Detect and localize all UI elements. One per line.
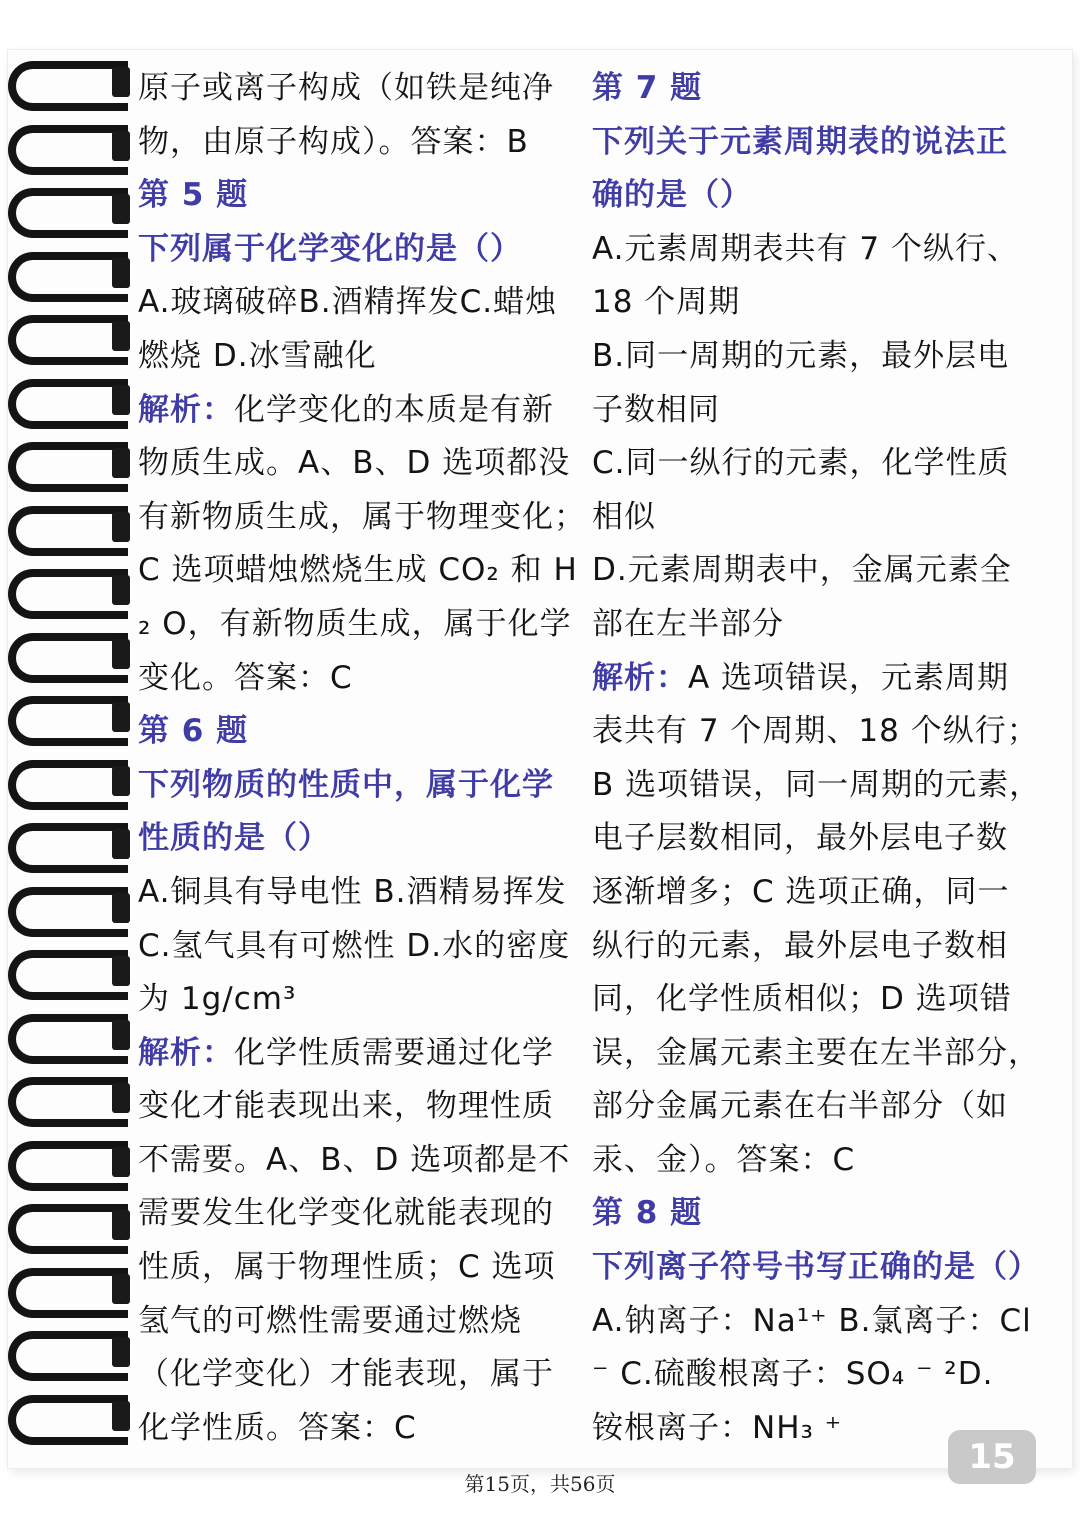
spiral-ring — [8, 309, 133, 369]
spiral-ring — [8, 1008, 133, 1068]
spiral-ring — [8, 182, 133, 242]
spiral-ring — [8, 1325, 133, 1385]
left-text-line: ₂ O，有新物质生成，属于化学 — [138, 605, 572, 642]
right-text-line: 部在左半部分 — [592, 605, 784, 642]
right-text-line: 电子层数相同，最外层电子数 — [592, 820, 1008, 857]
right-question-heading: 第 8 题 — [592, 1195, 703, 1232]
right-text-line: 部分金属元素在右半部分（如 — [592, 1088, 1008, 1125]
spiral-ring — [8, 563, 133, 623]
left-question-heading: 性质的是（） — [138, 820, 330, 857]
spiral-ring — [8, 881, 133, 941]
spiral-ring — [8, 1135, 133, 1195]
spiral-ring — [8, 1071, 133, 1131]
left-text-line: A.玻璃破碎B.酒精挥发C.蜡烛 — [138, 284, 558, 321]
left-text-line: 不需要。A、B、D 选项都是不 — [138, 1141, 571, 1178]
right-text-line: 18 个周期 — [592, 284, 741, 321]
left-analysis-line — [138, 1027, 578, 1081]
left-column — [138, 62, 586, 1455]
spiral-ring — [8, 944, 133, 1004]
left-text-line: 物，由原子构成）。答案：B — [138, 123, 529, 160]
spiral-ring — [8, 500, 133, 560]
left-text-line: 原子或离子构成（如铁是纯净 — [138, 70, 554, 106]
right-text-line: 误，金属元素主要在左半部分， — [592, 1034, 1040, 1071]
left-text-line: 性质，属于物理性质；C 选项 — [138, 1249, 556, 1286]
right-question-heading: 下列离子符号书写正确的是（） — [592, 1249, 1040, 1286]
right-analysis-line — [592, 652, 1032, 706]
spiral-ring — [8, 1389, 133, 1449]
spiral-ring — [8, 817, 133, 877]
left-text-line: 需要发生化学变化就能表现的 — [138, 1195, 554, 1232]
analysis-text: 化学性质需要通过化学 — [234, 1034, 554, 1071]
left-text-line: 氢气的可燃性需要通过燃烧 — [138, 1302, 522, 1339]
right-text-line: 相似 — [592, 498, 656, 535]
right-question-heading: 下列关于元素周期表的说法正 — [592, 123, 1008, 160]
page-number-badge: 15 — [948, 1430, 1036, 1484]
left-text-line: A.铜具有导电性 B.酒精易挥发 — [138, 873, 567, 910]
spiral-ring — [8, 627, 133, 687]
spiral-ring — [8, 1198, 133, 1258]
left-text-line: 物质生成。A、B、D 选项都没 — [138, 445, 571, 482]
left-text-line: 有新物质生成，属于物理变化； — [138, 498, 586, 535]
left-text-line: 为 1g/cm³ — [138, 981, 297, 1018]
spiral-ring — [8, 373, 133, 433]
right-text-line: B.同一周期的元素，最外层电 — [592, 337, 1010, 374]
left-text-line: C 选项蜡烛燃烧生成 CO₂ 和 H — [138, 552, 578, 589]
right-text-line: A.元素周期表共有 7 个纵行、 — [592, 230, 1019, 267]
left-analysis-line — [138, 384, 578, 438]
right-text-line: 汞、金）。答案：C — [592, 1141, 856, 1178]
left-question-heading: 第 6 题 — [138, 713, 249, 750]
right-text-line: D.元素周期表中，金属元素全 — [592, 552, 1012, 589]
analysis-text: 化学变化的本质是有新 — [234, 391, 554, 428]
spiral-ring — [8, 55, 133, 115]
spiral-ring — [8, 246, 133, 306]
left-question-heading: 第 5 题 — [138, 177, 249, 214]
spiral-ring — [8, 754, 133, 814]
right-column — [592, 62, 1042, 1455]
right-text-line: B 选项错误，同一周期的元素， — [592, 766, 1042, 803]
right-text-line: 子数相同 — [592, 391, 720, 428]
spiral-ring — [8, 1262, 133, 1322]
right-text-line: 逐渐增多；C 选项正确，同一 — [592, 873, 1010, 910]
analysis-text: A 选项错误，元素周期 — [688, 659, 1010, 696]
right-text-line: 同，化学性质相似；D 选项错 — [592, 981, 1012, 1018]
left-question-heading: 下列物质的性质中，属于化学 — [138, 766, 554, 803]
left-text-line: 变化。答案：C — [138, 659, 353, 696]
spiral-ring — [8, 690, 133, 750]
right-text-line: A.钠离子：Na¹⁺ B.氯离子：Cl — [592, 1302, 1032, 1339]
spiral-ring — [8, 119, 133, 179]
analysis-label: 解析： — [138, 1034, 234, 1071]
left-question-heading: 下列属于化学变化的是（） — [138, 230, 522, 267]
spiral-binding — [0, 55, 140, 1475]
left-text-line: 化学性质。答案：C — [138, 1409, 417, 1446]
left-text-line: （化学变化）才能表现，属于 — [138, 1356, 554, 1393]
left-text-line: 燃烧 D.冰雪融化 — [138, 337, 377, 374]
right-text-line: ⁻ C.硫酸根离子：SO₄ ⁻ ²D. — [592, 1356, 994, 1393]
right-question-heading: 确的是（） — [592, 177, 752, 214]
right-text-line: 纵行的元素，最外层电子数相 — [592, 927, 1008, 964]
left-text-line: C.氢气具有可燃性 D.水的密度 — [138, 927, 571, 964]
right-question-heading: 第 7 题 — [592, 70, 703, 106]
right-text-line: 表共有 7 个周期、18 个纵行； — [592, 713, 1039, 750]
analysis-label: 解析： — [592, 659, 688, 696]
analysis-label: 解析： — [138, 391, 234, 428]
left-text-line: 变化才能表现出来，物理性质 — [138, 1088, 554, 1125]
page-footer: 第15页，共56页 — [464, 1472, 616, 1496]
right-text-line: 铵根离子：NH₃ ⁺ — [592, 1409, 843, 1446]
right-text-line: C.同一纵行的元素，化学性质 — [592, 445, 1010, 482]
spiral-ring — [8, 436, 133, 496]
